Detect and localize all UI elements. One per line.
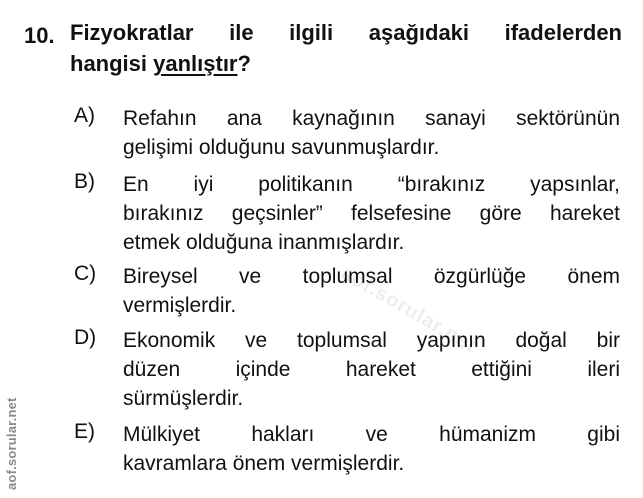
option-text <box>123 420 620 478</box>
option-line: Refahın ana kaynağının sanayi sektörünün <box>123 107 620 130</box>
option-line: sürmüşlerdir. <box>123 387 244 410</box>
option-line: Mülkiyet hakları ve hümanizm gibi <box>123 423 620 446</box>
option-text <box>123 104 620 162</box>
option-text <box>123 326 620 413</box>
question-stem-suffix: ? <box>237 51 251 76</box>
question-number: 10. <box>24 23 55 48</box>
option-line: gelişimi olduğunu savunmuşlardır. <box>123 136 440 159</box>
option-line: vermişlerdir. <box>123 294 237 317</box>
option-letter: A) <box>74 104 95 127</box>
option-line: Ekonomik ve toplumsal yapının doğal bir <box>123 329 620 352</box>
question-stem-underlined: yanlıştır <box>153 51 238 76</box>
diagonal-watermark: aof.sorular.net <box>337 262 481 358</box>
option-line: bırakınız geçsinler” felsefesine göre hareket <box>123 202 620 225</box>
option-line: düzen içinde hareket ettiğini ileri <box>123 358 620 381</box>
option-line: Bireysel ve toplumsal özgürlüğe önem <box>123 265 620 288</box>
option-letter: D) <box>74 326 97 349</box>
option-line: etmek olduğuna inanmışlardır. <box>123 231 405 254</box>
question-stem-line1: Fizyokratlar ile ilgili aşağıdaki ifadelerden <box>70 20 622 45</box>
question-stem-line2 <box>70 51 251 76</box>
option-letter: E) <box>74 420 95 443</box>
option-letter: B) <box>74 170 95 193</box>
option-line: kavramlara önem vermişlerdir. <box>123 452 405 475</box>
option-letter: C) <box>74 262 97 285</box>
question-stem-prefix: hangisi <box>70 51 154 76</box>
question-stem <box>70 17 622 79</box>
option-text <box>123 170 620 257</box>
option-line: En iyi politikanın “bırakınız yapsınlar, <box>123 173 620 196</box>
side-watermark: aof.sorular.net <box>4 397 19 490</box>
